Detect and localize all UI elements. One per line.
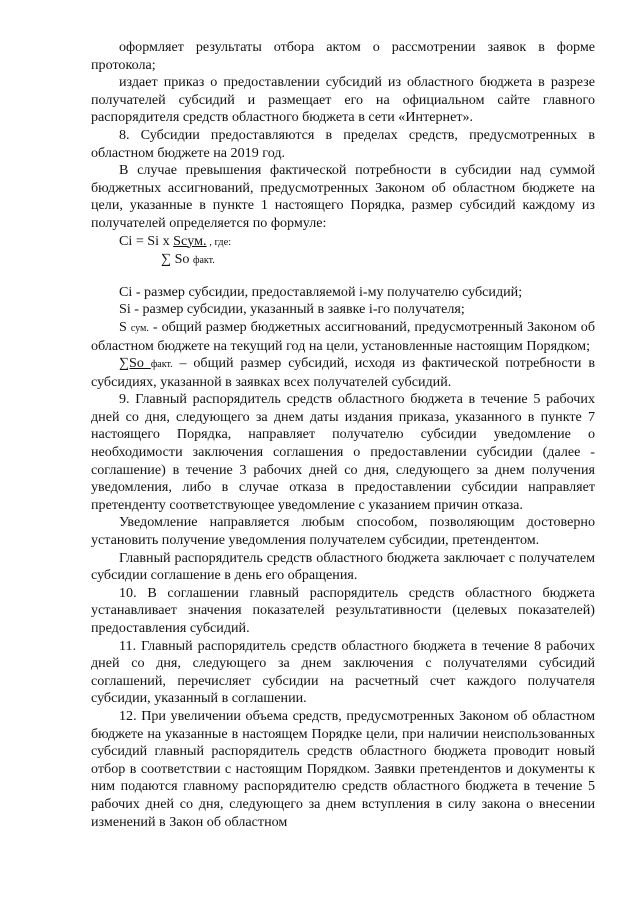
paragraph-notice: Уведомление направляется любым способом, позволяющим достоверно установить получение уведомления получателем субсидии, претендентом. — [91, 514, 595, 549]
s-main: S — [119, 318, 131, 335]
s-rest: - общий размер бюджетных ассигнований, предусмотренный Законом об областном бюджете на текущий год на цели, установленные настоящим Порядком; — [91, 318, 595, 354]
sum-sign: ∑ — [161, 251, 172, 268]
definition-si: Si - размер субсидии, указанный в заявке i-го получателя; — [119, 301, 465, 318]
paragraph-11: 11. Главный распорядитель средств областного бюджета в течение 8 рабочих дней со дня, следующего за днем заключения с получателями субсидий соглашений, перечисляет субсидии на расчетный счет каждого получателя субсидии, указанный в соглашении. — [91, 637, 595, 707]
paragraph-8: 8. Субсидии предоставляются в пределах средств, предусмотренных в областном бюджете на 2019 год. — [91, 126, 595, 161]
paragraph-agreement: Главный распорядитель средств областного бюджета заключает с получателем субсидии соглашение в день его обращения. — [91, 549, 595, 584]
so-main: ∑So — [119, 355, 151, 372]
formula-denominator — [91, 251, 595, 270]
definition-ci: Ci - размер субсидии, предоставляемой i-му получателю субсидий; — [119, 283, 523, 300]
s-sub: сум. — [130, 322, 149, 334]
paragraph-12: 12. При увеличении объема средств, предусмотренных Законом об областном бюджете на указанные в настоящем Порядке цели, при наличии неиспользованных субсидий главный распорядитель средств областного бюджета проводит новый отбор в соответствии с настоящим Порядком. Заявки претендентов и документы к ним подаются главному распорядителю средств областного бюджета в течение 5 рабочих дней со дня, следующего за днем вступления в силу закона о внесении изменений в Закон об областном — [91, 707, 595, 830]
denominator-sub: факт. — [193, 255, 215, 267]
so-rest: – общий размер субсидий, исходя из фактической потребности в субсидиях, указанной в заявках всех получателей субсидий. — [91, 355, 595, 390]
formula-numerator: Scум. — [173, 232, 207, 249]
formula-lhs: Ci = Si x — [119, 232, 174, 249]
definition-s — [91, 319, 595, 355]
so-sub: факт. — [150, 359, 173, 371]
paragraph-9: 9. Главный распорядитель средств областного бюджета в течение 5 рабочих дней со дня, следующего за днем даты издания приказа, указанного в пункте 7 настоящего Порядка, направляет получателю субсидии уведомление о необходимости заключения соглашения о предоставлении субсидии (далее - соглашение) в течение 3 рабочих дней со дня, следующего за днем получения уведомления, либо в случае отказа в предоставлении субсидии направляет претенденту соответствующее уведомление с указанием причин отказа. — [91, 391, 595, 513]
paragraph-protocol: оформляет результаты отбора актом о рассмотрении заявок в форме протокола; — [91, 39, 595, 73]
paragraph-formula-intro: В случае превышения фактической потребности в субсидии над суммой бюджетных ассигнований, предусмотренных Законом об областном бюджете на цели, указанные в пункте 1 настоящего Порядка, размер субсидий каждому из получателей определяется по формуле: — [91, 162, 595, 231]
formula — [91, 233, 595, 252]
denominator-main: So — [174, 251, 190, 268]
document-page — [91, 39, 595, 831]
paragraph-10: 10. В соглашении главный распорядитель средств областного бюджета устанавливает значения показателей результативности (целевых показателей) предоставления субсидий. — [91, 584, 595, 636]
definition-so — [91, 355, 595, 391]
paragraph-order: издает приказ о предоставлении субсидий из областного бюджета в разрезе получателей субсидий и размещает его на официальном сайте главного распорядителя средств областного бюджета в сети «Интернет». — [91, 74, 595, 126]
formula-tail: , где: — [206, 236, 232, 248]
